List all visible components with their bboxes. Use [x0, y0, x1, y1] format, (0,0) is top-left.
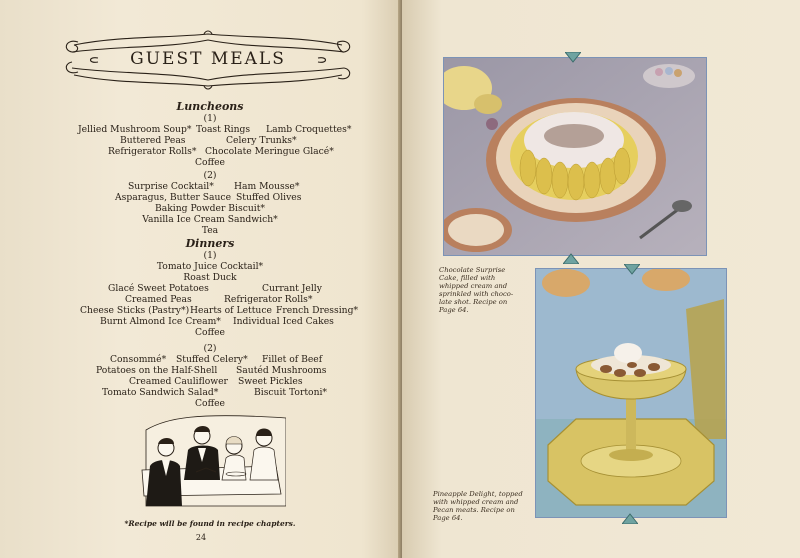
menu-row [40, 146, 380, 157]
pineapple-caption [433, 490, 533, 522]
menu-item: Vanilla Ice Cream Sandwich* [142, 214, 278, 225]
caption-line: with whipped cream and [433, 498, 519, 506]
menu-item: Lamb Croquettes* [266, 124, 352, 135]
menu-item: Refrigerator Rolls* [108, 146, 197, 157]
menu-item: Currant Jelly [262, 283, 322, 294]
menu-item: French Dressing* [276, 305, 359, 316]
caption-line: Chocolate Surprise [439, 266, 506, 274]
menu-item: Burnt Almond Ice Cream* [100, 316, 221, 327]
chocolate-cake-photo [443, 57, 707, 256]
page-number: 24 [195, 533, 207, 542]
caption-line: sprinkled with choco- [439, 290, 514, 298]
menu-item: Fillet of Beef [262, 354, 323, 365]
bottom-marker-icon [563, 252, 579, 264]
menu-item: Creamed Cauliflower [129, 376, 228, 387]
caption-line: Pineapple Delight, topped [433, 490, 523, 498]
menu-row [40, 376, 380, 387]
menu-item: Chocolate Meringue Glacé* [205, 146, 334, 157]
luncheons-section [40, 101, 380, 236]
menu-item: Refrigerator Rolls* [224, 294, 313, 305]
menu-row [40, 181, 380, 192]
menu-row [40, 316, 380, 327]
menu-row [40, 192, 380, 203]
menu-item: Coffee [195, 157, 225, 168]
menu-item: Celery Trunks* [226, 135, 297, 146]
cake-caption [439, 266, 535, 314]
menu-item: Tomato Juice Cocktail* [156, 261, 264, 272]
menu-row [40, 135, 380, 146]
menu-item: Coffee [195, 398, 225, 409]
menu-item: Creamed Peas [125, 294, 192, 305]
menu-row [40, 283, 380, 294]
menu-item: Jellied Mushroom Soup* [78, 124, 192, 135]
caption-line: Page 64. [433, 514, 463, 522]
menu-item: Cheese Sticks (Pastry*) [80, 305, 190, 316]
menu-row [40, 354, 380, 365]
menu-item: Sweet Pickles [238, 376, 303, 387]
section-heading-luncheons: Luncheons [176, 100, 244, 113]
menu-item: Ham Mousse* [234, 181, 300, 192]
menu-item: Potatoes on the Half-Shell [96, 365, 218, 376]
menu-row [40, 124, 380, 135]
bottom-marker-icon [622, 512, 638, 524]
menu-number: (2) [203, 343, 217, 354]
caption-line: Cake, filled with [439, 274, 496, 282]
caption-line: Page 64. [439, 306, 469, 314]
footnote: *Recipe will be found in recipe chapters. [124, 519, 296, 528]
menu-item: Asparagus, Butter Sauce [115, 192, 232, 203]
page-title: GUEST MEALS [130, 49, 286, 69]
menu-row [40, 305, 380, 316]
menu-item: Glacé Sweet Potatoes [108, 283, 209, 294]
menu-item: Tea [201, 225, 219, 236]
menu-item: Stuffed Celery* [176, 354, 248, 365]
menu-item: Individual Iced Cakes [233, 316, 334, 327]
dinner-party-illustration [136, 410, 286, 510]
pineapple-delight-photo [535, 268, 727, 518]
menu-number: (1) [203, 250, 217, 261]
menu-row [40, 294, 380, 305]
menu-item: Toast Rings [196, 124, 251, 135]
menu-item: Coffee [195, 327, 225, 338]
section-heading-dinners: Dinners [185, 237, 235, 250]
menu-row [40, 365, 380, 376]
caption-line: late shot. Recipe on [439, 298, 508, 306]
menu-item: Sautéd Mushrooms [236, 365, 327, 376]
caption-line: Pecan meats. Recipe on [433, 506, 515, 514]
menu-item: Roast Duck [183, 272, 237, 283]
menu-item: Hearts of Lettuce [190, 305, 272, 316]
menu-number: (2) [203, 170, 217, 181]
menu-item: Buttered Peas [120, 135, 186, 146]
menu-item: Baking Powder Biscuit* [155, 203, 265, 214]
top-marker-icon [624, 264, 640, 276]
menu-row [40, 387, 380, 398]
menu-item: Consommé* [110, 354, 167, 365]
page-header [58, 28, 358, 92]
menu-item: Biscuit Tortoni* [254, 387, 328, 398]
top-marker-icon [565, 52, 581, 64]
dinners-section [40, 238, 380, 409]
menu-number: (1) [203, 113, 217, 124]
menu-item: Surprise Cocktail* [128, 181, 214, 192]
menu-item: Tomato Sandwich Salad* [102, 387, 219, 398]
caption-line: whipped cream and [439, 282, 508, 290]
menu-item: Stuffed Olives [236, 192, 302, 203]
